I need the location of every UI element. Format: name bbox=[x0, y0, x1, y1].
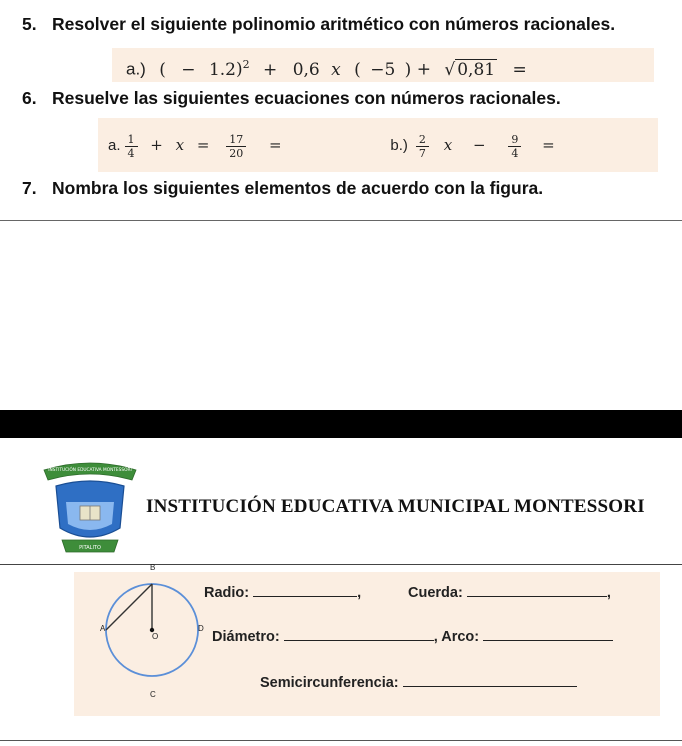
comma: , bbox=[606, 585, 611, 601]
divider bbox=[0, 220, 682, 221]
question-5 bbox=[22, 14, 615, 35]
question-7 bbox=[22, 178, 543, 199]
denominator: 4 bbox=[511, 146, 519, 160]
diametro-field bbox=[212, 628, 613, 645]
crest-ribbon-text: INSTITUCIÓN EDUCATIVA MONTESSORI bbox=[48, 468, 132, 473]
expression-5a bbox=[112, 48, 654, 82]
semicircunferencia-field bbox=[260, 674, 577, 691]
numerator: 1 bbox=[125, 133, 138, 147]
equals-sign: = bbox=[269, 136, 282, 154]
equation-6b bbox=[390, 132, 555, 160]
base-number: 1.2 bbox=[208, 59, 236, 80]
point-a-label: A bbox=[100, 624, 106, 633]
fraction bbox=[226, 133, 246, 160]
semicircunferencia-label: Semicircunferencia: bbox=[260, 675, 399, 691]
cuerda-blank[interactable] bbox=[467, 584, 607, 597]
paren: ) bbox=[236, 59, 243, 80]
point-d-label: D bbox=[198, 624, 204, 633]
term: 0,6 bbox=[292, 59, 320, 80]
denominator: 4 bbox=[127, 146, 135, 160]
fraction bbox=[125, 133, 138, 160]
item-label: b.) bbox=[390, 137, 408, 154]
school-crest-icon bbox=[40, 456, 140, 568]
bottom-divider bbox=[0, 740, 682, 741]
question-text: Resuelve las siguientes ecuaciones con números racionales. bbox=[52, 88, 561, 108]
exponent: 2 bbox=[242, 58, 250, 71]
denominator: 20 bbox=[229, 146, 244, 160]
fraction bbox=[508, 133, 521, 160]
cuerda-label: Cuerda: bbox=[408, 585, 463, 601]
arco-blank[interactable] bbox=[483, 628, 613, 641]
radicand: 0,81 bbox=[457, 59, 496, 80]
diametro-label: Diámetro: bbox=[212, 629, 280, 645]
equals-sign: = bbox=[512, 59, 527, 80]
square-root bbox=[444, 53, 497, 87]
question-text: Nombra los siguientes elementos de acuerdo con la figura. bbox=[52, 178, 544, 198]
paren: ( bbox=[159, 59, 166, 80]
plus-sign: + bbox=[416, 59, 431, 80]
question-number: 5. bbox=[22, 14, 37, 34]
point-o-label: O bbox=[152, 632, 159, 641]
school-name: INSTITUCIÓN EDUCATIVA MUNICIPAL MONTESSORI bbox=[146, 496, 645, 517]
numerator: 2 bbox=[416, 133, 429, 147]
question-6 bbox=[22, 88, 561, 109]
crest-bottom-text: PITALITO bbox=[79, 545, 101, 551]
negative-five: −5 bbox=[370, 59, 396, 80]
variable: x bbox=[443, 136, 453, 154]
equations-6 bbox=[98, 118, 658, 172]
comma: , bbox=[357, 585, 362, 601]
question-number: 6. bbox=[22, 88, 37, 108]
radio-blank[interactable] bbox=[253, 584, 357, 597]
plus-sign: + bbox=[263, 59, 278, 80]
radio-label: Radio: bbox=[204, 585, 250, 601]
question-number: 7. bbox=[22, 178, 37, 198]
times-sign: x bbox=[331, 59, 341, 80]
diametro-blank[interactable] bbox=[284, 628, 434, 641]
arco-label: , Arco: bbox=[433, 629, 480, 645]
item-label: a.) bbox=[126, 59, 146, 79]
variable: x bbox=[175, 136, 185, 154]
sqrt-icon: √ bbox=[444, 59, 456, 80]
item-label: a. bbox=[108, 137, 121, 154]
minus-sign: − bbox=[472, 136, 486, 154]
denominator: 7 bbox=[418, 146, 426, 160]
plus-sign: + bbox=[150, 136, 163, 154]
equals-sign: = bbox=[542, 136, 555, 154]
point-b-label: B bbox=[150, 563, 156, 572]
paren: ) bbox=[404, 59, 412, 80]
equals-sign: = bbox=[196, 136, 210, 154]
circle-figure bbox=[96, 576, 204, 684]
equation-6a bbox=[108, 132, 286, 160]
cuerda-field bbox=[408, 584, 611, 601]
paren: ( bbox=[354, 59, 361, 80]
minus-sign: − bbox=[181, 59, 196, 80]
semicircunferencia-blank[interactable] bbox=[403, 674, 577, 687]
point-c-label: C bbox=[150, 690, 156, 699]
radio-field bbox=[204, 584, 361, 601]
black-bar bbox=[0, 410, 682, 438]
fraction bbox=[416, 133, 429, 160]
header-divider bbox=[0, 564, 682, 565]
numerator: 17 bbox=[226, 133, 246, 147]
numerator: 9 bbox=[508, 133, 521, 147]
question-text: Resolver el siguiente polinomio aritmético con números racionales. bbox=[52, 14, 616, 34]
